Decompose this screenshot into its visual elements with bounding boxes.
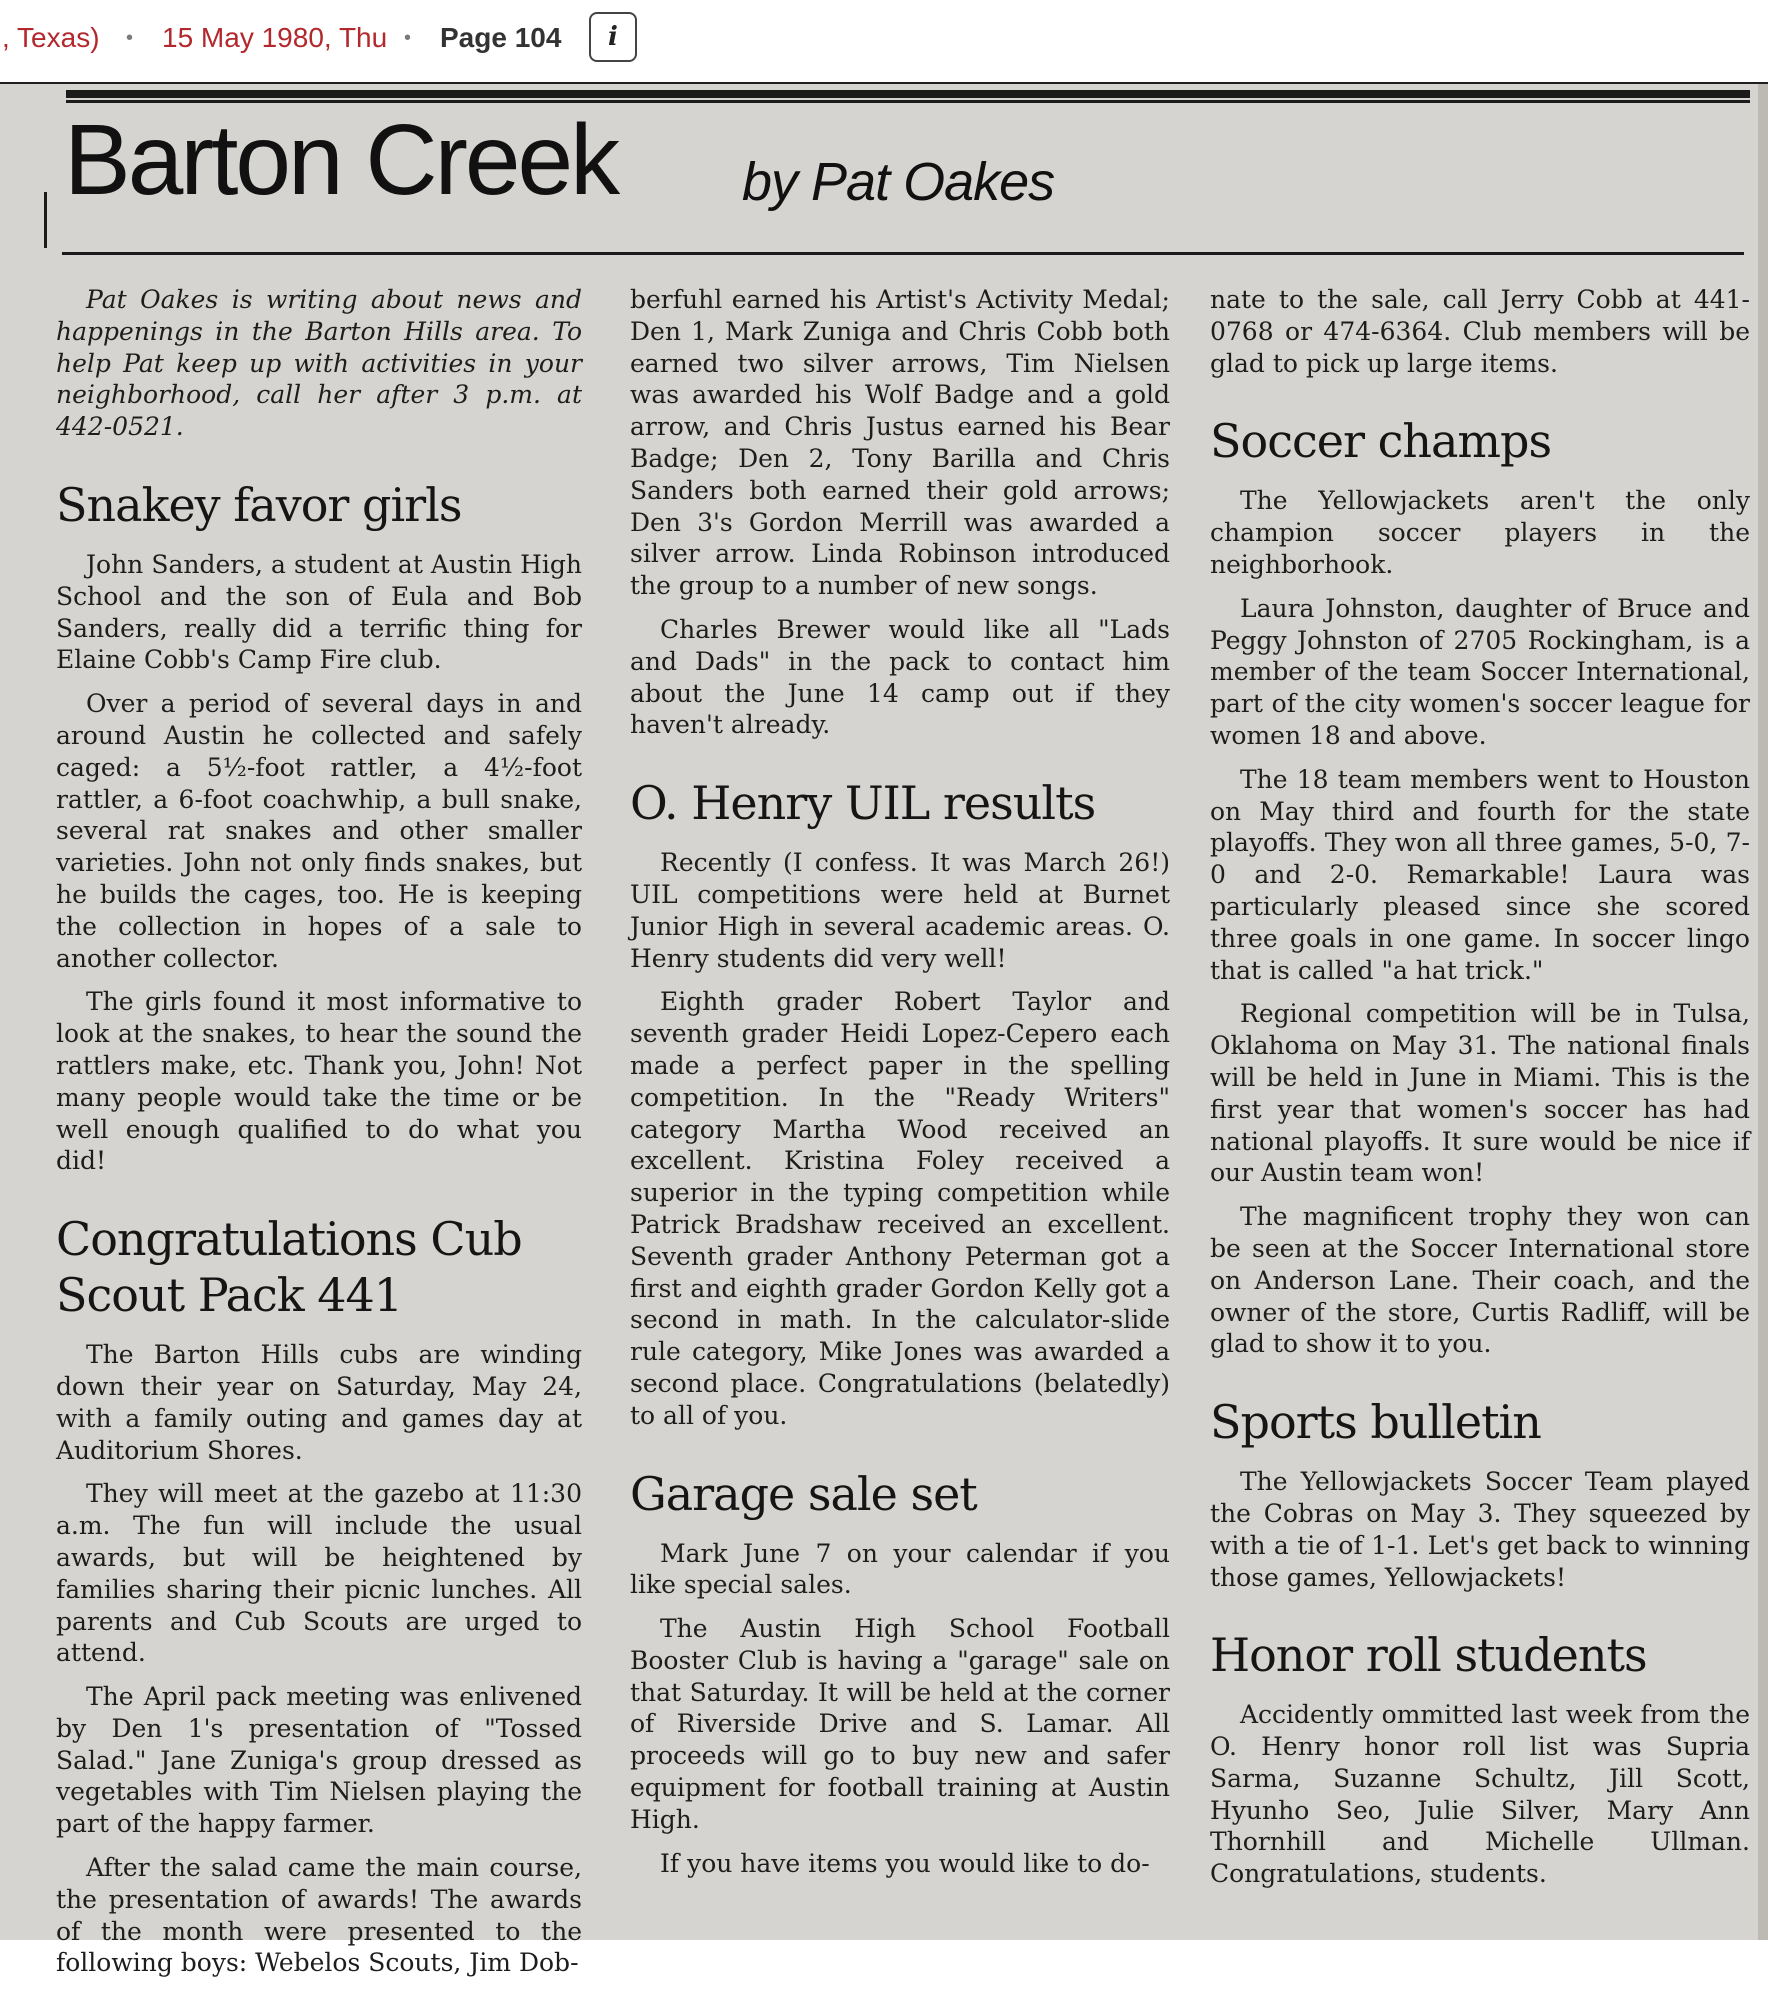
paragraph: The girls found it most informative to look at the snakes, to hear the sound the rattlers make, etc. Thank you, John! Not many people would take the time or be well enough qualified to do what you did! — [56, 987, 582, 1176]
headline-snakey-favor-girls: Snakey favor girls — [56, 477, 462, 532]
masthead-rule — [62, 252, 1744, 255]
location-link[interactable]: , Texas) — [2, 22, 100, 53]
paragraph: Accidently ommitted last week from the O. Henry honor roll list was Supria Sarma, Suzanne Schultz, Jill Scott, Hyunho Seo, Julie Silver, Mary Ann Thornhill and Michelle Ullman. Congratulations, students. — [1210, 1700, 1750, 1889]
paragraph: They will meet at the gazebo at 11:30 a.m. The fun will include the usual awards, but will be heightened by families sharing their picnic lunches. All parents and Cub Scouts are urged to attend. — [56, 1479, 582, 1668]
date-link[interactable]: 15 May 1980, Thu — [162, 22, 388, 53]
paragraph: Recently (I confess. It was March 26!) UIL competitions were held at Burnet Junior High in several academic areas. O. Henry students did very well! — [630, 848, 1170, 973]
column-masthead: Barton Creek — [64, 104, 618, 216]
paragraph: The Austin High School Football Booster Club is having a "garage" sale on that Saturday. It will be held at the corner of Riverside Drive and S. Lamar. All proceeds will go to buy new and safer equipment for football training at Austin High. — [630, 1614, 1170, 1834]
paragraph: The magnificent trophy they won can be seen at the Soccer International store on Anderson Lane. Their coach, and the owner of the store, Curtis Radliff, will be glad to show it to you. — [1210, 1202, 1750, 1359]
paragraph: The Yellowjackets Soccer Team played the Cobras on May 3. They squeezed by with a tie of 1-1. Let's get back to winning those games, Yellowjackets! — [1210, 1467, 1750, 1592]
headline-cub-scout-pack: Congratulations Cub Scout Pack 441 — [56, 1212, 522, 1323]
byline: by Pat Oakes — [742, 152, 1055, 212]
headline-soccer-champs: Soccer champs — [1210, 414, 1552, 469]
viewer-toolbar — [0, 0, 1768, 84]
paragraph-continued: nate to the sale, call Jerry Cobb at 441-0768 or 474-6364. Club members will be glad to pick up large items. — [1210, 285, 1750, 378]
info-icon[interactable]: i — [589, 12, 637, 62]
paragraph-continued: berfuhl earned his Artist's Activity Medal; Den 1, Mark Zuniga and Chris Cobb both earned two silver arrows, Tim Nielsen was awarded his Wolf Badge and a gold arrow, and Chris Justus earned his Bear Badge; Den 2, Tony Barilla and Chris Sanders both earned their gold arrows; Den 3's Gordon Merrill was awarded a silver arrow. Linda Robinson introduced the group to a number of new songs. — [630, 285, 1170, 601]
newspaper-page-scan[interactable] — [0, 84, 1768, 1978]
headline-honor-roll: Honor roll students — [1210, 1628, 1647, 1683]
page-number: Page 104 — [440, 22, 562, 53]
paragraph: The Yellowjackets aren't the only champion soccer players in the neighborhook. — [1210, 486, 1750, 579]
paragraph: The 18 team members went to Houston on May third and fourth for the state playoffs. They won all three games, 5-0, 7-0 and 2-0. Remarkable! Laura was particularly pleased since she scored three goals in one game. In soccer lingo that is called "a hat trick." — [1210, 764, 1750, 985]
separator-dot: • — [126, 27, 134, 49]
paragraph: Laura Johnston, daughter of Bruce and Peggy Johnston of 2705 Rockingham, is a member of the team Soccer International, part of the city women's soccer league for women 18 and above. — [1210, 593, 1750, 750]
top-rule — [66, 90, 1750, 98]
article-column-3 — [1210, 284, 1750, 1902]
paragraph: Mark June 7 on your calendar if you like special sales. — [630, 1538, 1170, 1600]
headline-uil-results: O. Henry UIL results — [630, 776, 1096, 831]
paragraph: John Sanders, a student at Austin High School and the son of Eula and Bob Sanders, really did a terrific thing for Elaine Cobb's Camp Fire club. — [56, 549, 582, 675]
paragraph: After the salad came the main course, the presentation of awards! The awards of the month were presented to the following boys: Webelos Scouts, Jim Dob- — [56, 1853, 582, 1978]
paragraph: The Barton Hills cubs are winding down their year on Saturday, May 24, with a family outing and games day at Auditorium Shores. — [56, 1340, 582, 1465]
author-note: Pat Oakes is writing about news and happenings in the Barton Hills area. To help Pat keep up with activities in your neighborhood, call her after 3 p.m. at 442-0521. — [56, 285, 582, 442]
headline-sports-bulletin: Sports bulletin — [1210, 1395, 1541, 1450]
paragraph: Charles Brewer would like all "Lads and Dads" in the pack to contact him about the June 14 camp out if they haven't already. — [630, 614, 1170, 740]
masthead-left-bar — [44, 192, 47, 248]
paragraph: Over a period of several days in and around Austin he collected and safely caged: a 5½-foot rattler, a 4½-foot rattler, a 6-foot coachwhip, a bull snake, several rat snakes and other smaller varieties. John not only finds snakes, but he builds the cages, too. He is keeping the collection in hopes of a sale to another collector. — [56, 689, 582, 973]
paragraph: Regional competition will be in Tulsa, Oklahoma on May 31. The national finals will be held in June in Miami. This is the first year that women's soccer has had national playoffs. It sure would be nice if our Austin team won! — [1210, 999, 1750, 1188]
article-column-1 — [56, 284, 582, 1991]
separator-dot: • — [404, 27, 412, 49]
article-column-2 — [630, 284, 1170, 1891]
paragraph: The April pack meeting was enlivened by Den 1's presentation of "Tossed Salad." Jane Zuniga's group dressed as vegetables with Tim Nielsen playing the part of the happy farmer. — [56, 1682, 582, 1839]
paragraph: Eighth grader Robert Taylor and seventh grader Heidi Lopez-Cepero each made a perfect paper in the spelling competition. In the "Ready Writers" category Martha Wood received an excellent. Kristina Foley received a superior in the typing competition while Patrick Bradshaw received an excellent. Seventh grader Anthony Peterman got a first and eighth grader Gordon Kelly got a second in math. In the calculator-slide rule category, Mike Jones was awarded a second place. Congratulations (belatedly) to all of you. — [630, 987, 1170, 1430]
page-edge — [1758, 84, 1768, 1940]
top-rule-thin — [66, 100, 1750, 103]
paragraph: If you have items you would like to do- — [660, 1848, 1150, 1878]
headline-garage-sale: Garage sale set — [630, 1466, 977, 1521]
